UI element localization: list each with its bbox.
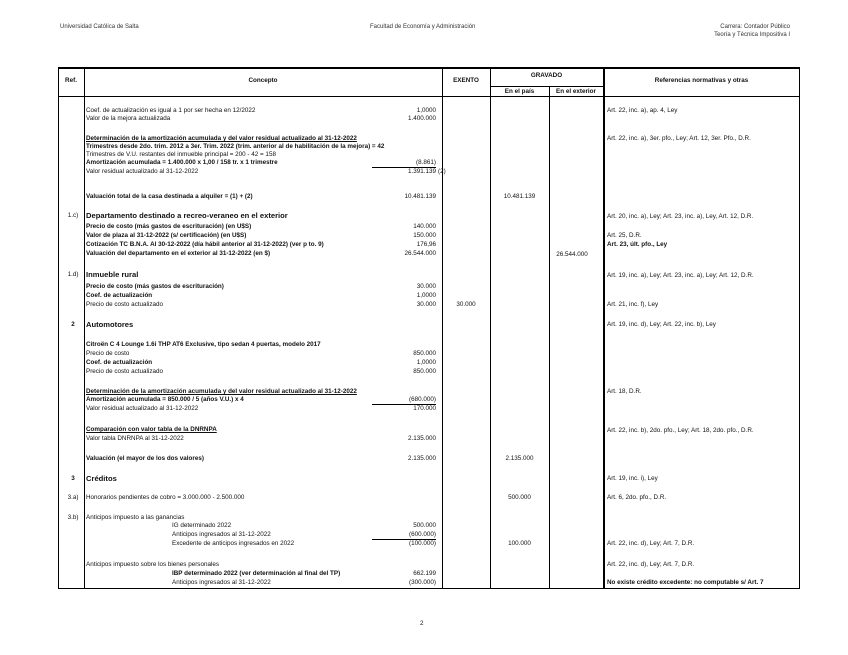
row-value: 1.391.139 (407, 168, 436, 175)
row-gravado-pais: 10.481.139 (503, 193, 536, 200)
row-value: (600.000) (409, 531, 436, 538)
row-text: Precio de costo (más gastos de escrituración) (86, 283, 224, 290)
row-value: 30.000 (416, 301, 436, 308)
section-title: Automotores (86, 320, 134, 329)
row-value: 1.400.000 (407, 115, 436, 122)
row-value: 850.000 (413, 350, 436, 357)
row-norm: Art. 22, inc. b), 2do. pfo., Ley; Art. 18, 2do. pfo., D.R. (607, 427, 754, 434)
row-text: Comparación con valor tabla de la DNRNPA (86, 426, 217, 433)
row-value: 662.199 (413, 570, 436, 577)
row-gravado-exterior: 26.544.000 (556, 251, 588, 258)
page-number: 2 (420, 620, 424, 627)
row-text: IG determinado 2022 (172, 522, 232, 529)
row-norm: Art. 19, inc. d), Ley; Art. 22, inc. b), Ley (607, 321, 716, 328)
row-value: 10.481.139 (404, 193, 436, 200)
row-ref: 3 (71, 475, 75, 482)
row-text: Excedente de anticipos ingresados en 2022 (172, 540, 295, 547)
row-norm: Art. 22, inc. a), 3er. pfo., Ley; Art. 12, 3er. Pfo., D.R. (607, 135, 751, 142)
col-en-el-exterior: En el exterior (556, 88, 596, 95)
col-en-el-pais: En el país (504, 88, 535, 95)
row-value: 176,96 (416, 241, 436, 248)
row-text: Trimestres de V.U. restantes del inmueble principal = 200 - 42 = 158 (86, 151, 276, 158)
row-text: Coef. de actualización (86, 292, 153, 299)
row-text: Honorarios pendientes de cobro = 3.000.000 - 2.500.000 (86, 494, 245, 501)
row-gravado-pais: 2.135.000 (505, 455, 534, 462)
row-value: (100.000) (409, 540, 436, 547)
row-ref: 1.c) (67, 212, 79, 219)
section-title: Créditos (86, 474, 117, 483)
row-norm: No existe crédito excedente: no computable s/ Art. 7 (607, 579, 764, 586)
career-name: Carrera: Contador Público (720, 24, 790, 30)
row-ref: 3.b) (67, 514, 79, 521)
row-mark: (2) (438, 168, 446, 175)
row-text: Coef. de actualización es igual a 1 por ser hecha en 12/2022 (86, 107, 256, 114)
row-value: 1,0000 (416, 359, 436, 366)
row-text: Anticipos impuesto sobre los bienes personales (86, 561, 220, 568)
row-value: 26.544.000 (404, 250, 436, 257)
section-title: Departamento destinado a recreo-veraneo en el exterior (86, 211, 288, 220)
row-text: Valor residual actualizado al 31-12-2022 (86, 405, 199, 412)
faculty-name: Facultad de Economía y Administración (370, 24, 476, 30)
row-value: 170.000 (413, 405, 436, 412)
row-text: Trimestres desde 2do. trim. 2012 a 3er. Trim. 2022 (trim. anterior al de habilitación de la mejora) = 42 (86, 143, 385, 150)
col-referencias: Referencias normativas y otras (654, 77, 749, 84)
row-norm: Art. 18, D.R. (607, 388, 642, 395)
row-text: Citroën C 4 Lounge 1.6i THP AT6 Exclusive, tipo sedan 4 puertas, modelo 2017 (86, 341, 321, 348)
col-ref: Ref. (65, 77, 77, 84)
col-concepto: Concepto (248, 77, 278, 84)
col-exento: EXENTO (453, 77, 479, 84)
row-value: 500.000 (413, 522, 436, 529)
row-text: Valuación total de la casa destinada a alquiler = (1) + (2) (86, 193, 253, 200)
row-norm: Art. 23, últ. pfo., Ley (607, 241, 668, 248)
row-text: Valor residual actualizado al 31-12-2022 (86, 168, 199, 175)
row-text: Precio de costo actualizado (86, 301, 164, 308)
row-norm: Art. 25, D.R. (607, 232, 642, 239)
row-norm: Art. 22, inc. d), Ley; Art. 7, D.R. (607, 561, 695, 568)
row-text: Valuación (el mayor de los dos valores) (86, 455, 204, 462)
row-text: Precio de costo (más gastos de escrituración) (en U$S) (86, 223, 252, 230)
university-name: Universidad Católica de Salta (60, 24, 139, 30)
row-norm: Art. 21, inc. f), Ley (607, 301, 659, 308)
row-ref: 1.d) (67, 271, 79, 278)
row-norm: Art. 19, inc. a), Ley; Art. 23, inc. a), Ley; Art. 12, D.R. (607, 272, 754, 279)
row-norm: Art. 6, 2do. pfo., D.R. (607, 494, 667, 501)
row-ref: 3.a) (67, 494, 79, 501)
row-text: Precio de costo actualizado (86, 368, 164, 375)
row-norm: Art. 22, inc. d), Ley; Art. 7, D.R. (607, 540, 695, 547)
subject-name: Teoría y Técnica Impositiva I (714, 32, 790, 38)
row-norm: Art. 20, inc. a), Ley; Art. 23, inc. a), Ley, Art. 12, D.R. (607, 213, 754, 220)
row-text: Determinación de la amortización acumulada y del valor residual actualizado al 31-12-2022 (86, 388, 357, 395)
col-gravado: GRAVADO (530, 72, 563, 79)
row-text: Cotización TC B.N.A. Al 30-12-2022 (día hábil anterior al 31-12-2022) (ver p to. 9) (86, 241, 324, 248)
row-norm: Art. 19, inc. i), Ley (607, 475, 658, 482)
row-value: 150.000 (413, 232, 436, 239)
row-text: Anticipos ingresados al 31-12-2022 (172, 579, 271, 586)
row-value: 30.000 (416, 283, 436, 290)
row-value: 140.000 (413, 223, 436, 230)
row-text: Coef. de actualización (86, 359, 153, 366)
row-value: 1,0000 (416, 292, 436, 299)
section-title: Inmueble rural (86, 270, 139, 279)
row-gravado-pais: 500.000 (508, 494, 531, 501)
row-value: (8.861) (416, 159, 436, 166)
row-text: Precio de costo (86, 350, 130, 357)
row-exento: 30.000 (456, 301, 476, 308)
row-value: 2.135.000 (407, 435, 436, 442)
row-text: Valor de plaza al 31-12-2022 (s/ certificación) (en U$S) (86, 232, 247, 239)
row-value: 850.000 (413, 368, 436, 375)
row-ref: 2 (71, 321, 75, 328)
row-text: Anticipos ingresados al 31-12-2022 (172, 531, 271, 538)
row-text: Valor de la mejora actualizada (86, 115, 171, 122)
row-value: 1,0000 (416, 107, 436, 114)
row-text: IBP determinado 2022 (ver determinación al final del TP) (172, 570, 341, 577)
row-value: 2.135.000 (407, 455, 436, 462)
row-value: (680.000) (409, 396, 436, 403)
row-gravado-pais: 100.000 (508, 540, 531, 547)
row-text: Valor tabla DNRNPA al 31-12-2022 (86, 435, 184, 442)
row-text: Anticipos impuesto a las ganancias (86, 514, 185, 521)
row-value: (300.000) (409, 579, 436, 586)
row-text: Amortización acumulada = 1.400.000 x 1,00 / 158 tr. x 1 trimestre (86, 159, 278, 166)
row-norm: Art. 22, inc. a), ap. 4, Ley (607, 107, 678, 114)
row-text: Valuación del departamento en el exterior al 31-12-2022 (en $) (86, 250, 271, 257)
row-text: Amortización acumulada = 850.000 / 5 (años V.U.) x 4 (86, 396, 244, 403)
row-text: Determinación de la amortización acumulada y del valor residual actualizado al 31-12-2022 (86, 135, 357, 142)
